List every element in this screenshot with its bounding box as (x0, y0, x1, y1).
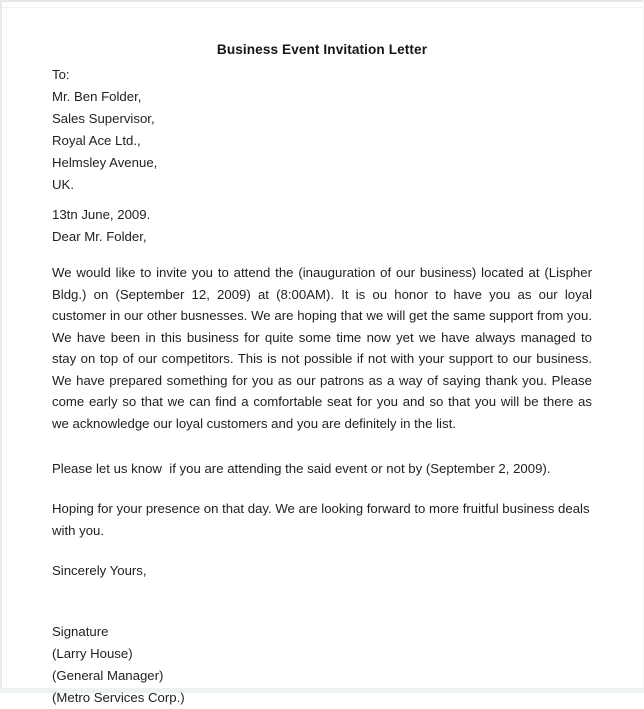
closing: Sincerely Yours, (52, 563, 147, 578)
paragraph-rsvp: Please let us know if you are attending the said event or not by (September 2, 2009). (52, 461, 551, 476)
signature-label: Signature (52, 624, 109, 639)
signature-name: (Larry House) (52, 646, 133, 661)
salutation: Dear Mr. Folder, (52, 229, 147, 244)
letter-title: Business Event Invitation Letter (216, 42, 428, 57)
recipient-street: Helmsley Avenue, (52, 155, 158, 170)
date-line: 13tn June, 2009. (52, 207, 151, 222)
signature-block (52, 621, 592, 709)
signature-company: (Metro Services Corp.) (52, 690, 185, 705)
recipient-country: UK. (52, 177, 74, 192)
paragraph-invitation: We would like to invite you to attend the (inauguration of our business) located at (Lispher Bldg.) on (September 12, 2009) at (8:00AM). It is ou honor to have you as our loyal customer in our other busnesses. We are hoping that we will get the same support from you. We have been in this business for quite some time now yet we have always managed to stay on top of our competitors. This is not possible if not with your support to our business. We have prepared something for you as our patrons as a way of saying thank you. Please come early so that we can find a comfortable seat for you and so that you will be there as we acknowledge our loyal customers and you are definitely in the list. (52, 265, 592, 431)
signature-role: (General Manager) (52, 668, 164, 683)
recipient-label: To: (52, 67, 70, 82)
paragraph-hoping: Hoping for your presence on that day. We are looking forward to more fruitful business deals with you. (52, 501, 594, 538)
recipient-role: Sales Supervisor, (52, 111, 155, 126)
recipient-company: Royal Ace Ltd., (52, 133, 141, 148)
recipient-name: Mr. Ben Folder, (52, 89, 142, 104)
recipient-block (52, 64, 592, 196)
